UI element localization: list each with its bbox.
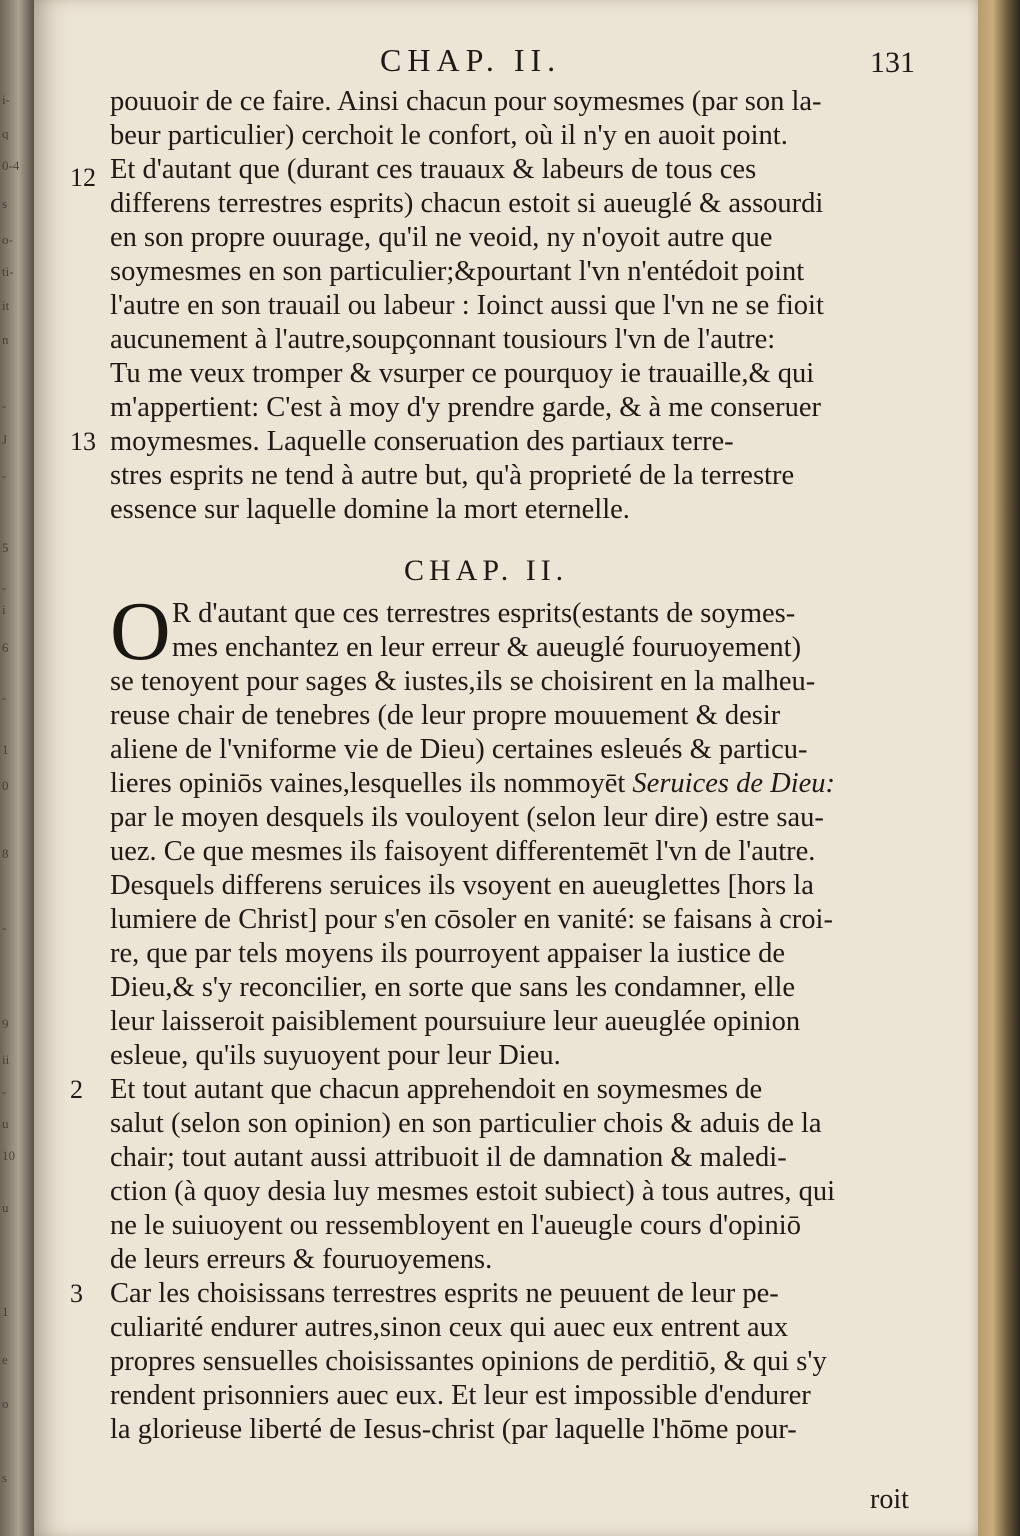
text-line: aucunement à l'autre,soupçonnant tousiours l'vn de l'autre: bbox=[110, 324, 776, 355]
gutter-fragment: 0-4 bbox=[2, 158, 20, 172]
drop-cap: O bbox=[110, 585, 171, 678]
gutter-fragment: - bbox=[2, 920, 7, 934]
text-line: culiarité endurer autres,sinon ceux qui auec eux entrent aux bbox=[110, 1312, 789, 1343]
gutter-fragment: ii bbox=[2, 1052, 10, 1066]
text-line: Et tout autant que chacun apprehendoit en soymesmes de bbox=[110, 1074, 763, 1105]
book-page bbox=[34, 0, 978, 1536]
gutter-fragment: i- bbox=[2, 92, 10, 106]
text-line: stres esprits ne tend à autre but, qu'à proprieté de la terrestre bbox=[110, 460, 795, 491]
text-line: l'autre en son trauail ou labeur : Ioinct aussi que l'vn ne se fioit bbox=[110, 290, 824, 321]
gutter-fragment: 1 bbox=[2, 742, 9, 756]
text-line: Desquels differens seruices ils vsoyent en aueuglettes [hors la bbox=[110, 870, 814, 901]
text-line: soymesmes en son particulier;&pourtant l'vn n'entédoit point bbox=[110, 256, 805, 287]
verse-number: 2 bbox=[70, 1075, 83, 1104]
text-line: leur laisseroit paisiblement poursuiure leur aueuglée opinion bbox=[110, 1006, 801, 1037]
text-line: m'appertient: C'est à moy d'y prendre garde, & à me conseruer bbox=[110, 392, 822, 423]
gutter-fragment: 6 bbox=[2, 640, 9, 654]
gutter-fragment: - bbox=[2, 580, 7, 594]
text-line: mes enchantez en leur erreur & aueuglé fouruoyement) bbox=[172, 632, 802, 663]
facing-page-gutter bbox=[0, 0, 34, 1536]
text-line: reuse chair de tenebres (de leur propre mouuement & desir bbox=[110, 700, 781, 731]
gutter-fragment: 10 bbox=[2, 1148, 15, 1162]
text-line: R d'autant que ces terrestres esprits(estants de soymes- bbox=[172, 598, 796, 629]
gutter-fragment: - bbox=[2, 1084, 7, 1098]
gutter-fragment: it bbox=[2, 298, 10, 312]
gutter-fragment: 9 bbox=[2, 1016, 9, 1030]
gutter-fragment: o- bbox=[2, 232, 13, 246]
catchword: roit bbox=[870, 1484, 909, 1515]
gutter-fragment: e bbox=[2, 1352, 8, 1366]
gutter-fragment: s bbox=[2, 1470, 8, 1484]
italic-phrase: Seruices de Dieu: bbox=[632, 768, 836, 799]
gutter-fragment: q bbox=[2, 126, 9, 140]
text-line: pouuoir de ce faire. Ainsi chacun pour soymesmes (par son la- bbox=[110, 86, 822, 117]
verse-number: 3 bbox=[70, 1279, 83, 1308]
text-span: lieres opiniōs vaines,lesquelles ils nommoyēt bbox=[110, 768, 626, 799]
text-line: beur particulier) cerchoit le confort, où il n'y en auoit point. bbox=[110, 120, 788, 151]
text-line: ne le suiuoyent ou ressembloyent en l'aueugle cours d'opiniō bbox=[110, 1210, 801, 1241]
page-edge bbox=[978, 0, 1020, 1536]
gutter-fragment: u bbox=[2, 1200, 9, 1214]
text-line: moymesmes. Laquelle conseruation des partiaux terre- bbox=[110, 426, 734, 457]
text-line: lumiere de Christ] pour s'en cōsoler en vanité: se faisans à croi- bbox=[110, 904, 833, 935]
gutter-fragment: n bbox=[2, 332, 9, 346]
text-line: se tenoyent pour sages & iustes,ils se choisirent en la malheu- bbox=[110, 666, 816, 697]
text-line: rendent prisonniers auec eux. Et leur est impossible d'endurer bbox=[110, 1380, 811, 1411]
gutter-fragment: 0 bbox=[2, 778, 9, 792]
text-line: aliene de l'vniforme vie de Dieu) certaines esleués & particu- bbox=[110, 734, 808, 765]
text-line: Et d'autant que (durant ces trauaux & labeurs de tous ces bbox=[110, 154, 757, 185]
text-line: en son propre ouurage, qu'il ne veoid, ny n'oyoit autre que bbox=[110, 222, 773, 253]
text-line: ction (à quoy desia luy mesmes estoit subiect) à tous autres, qui bbox=[110, 1176, 836, 1207]
gutter-fragment: - bbox=[2, 690, 7, 704]
text-line: propres sensuelles choisissantes opinions de perditiō, & qui s'y bbox=[110, 1346, 827, 1377]
text-line: Dieu,& s'y reconcilier, en sorte que sans les condamner, elle bbox=[110, 972, 796, 1003]
running-head: CHAP. II. bbox=[380, 42, 562, 78]
verse-number: 13 bbox=[70, 427, 96, 456]
text-line: Car les choisissans terrestres esprits ne peuuent de leur pe- bbox=[110, 1278, 779, 1309]
page-header bbox=[34, 42, 978, 82]
text-line: de leurs erreurs & fouruoyemens. bbox=[110, 1244, 493, 1275]
text-line: chair; tout autant aussi attribuoit il de damnation & maledi- bbox=[110, 1142, 787, 1173]
gutter-fragment: 8 bbox=[2, 846, 9, 860]
gutter-fragment: u bbox=[2, 1116, 9, 1130]
text-line: essence sur laquelle domine la mort eternelle. bbox=[110, 494, 630, 525]
text-line: differens terrestres esprits) chacun estoit si aueuglé & assourdi bbox=[110, 188, 824, 219]
gutter-fragment: J bbox=[2, 432, 8, 446]
gutter-fragment: o bbox=[2, 1396, 9, 1410]
text-line: salut (selon son opinion) en son particulier chois & aduis de la bbox=[110, 1108, 822, 1139]
text-line: uez. Ce que mesmes ils faisoyent differentemēt l'vn de l'autre. bbox=[110, 836, 816, 867]
gutter-fragment: 1 bbox=[2, 1304, 9, 1318]
gutter-fragment: s bbox=[2, 196, 8, 210]
chapter-heading: CHAP. II. bbox=[404, 554, 569, 587]
text-line: re, que par tels moyens ils pourroyent appaiser la iustice de bbox=[110, 938, 786, 969]
gutter-fragment: 5 bbox=[2, 540, 9, 554]
text-line: esleue, qu'ils suyuoyent pour leur Dieu. bbox=[110, 1040, 561, 1071]
page-number: 131 bbox=[870, 46, 915, 79]
text-line: par le moyen desquels ils vouloyent (selon leur dire) estre sau- bbox=[110, 802, 824, 833]
gutter-fragment: i bbox=[2, 602, 6, 616]
verse-number: 12 bbox=[70, 163, 96, 192]
gutter-fragment: - bbox=[2, 468, 7, 482]
gutter-fragment: - bbox=[2, 398, 7, 412]
text-line: la glorieuse liberté de Iesus-christ (par laquelle l'hōme pour- bbox=[110, 1414, 797, 1445]
gutter-fragment: ti- bbox=[2, 264, 14, 278]
text-line: Tu me veux tromper & vsurper ce pourquoy ie trauaille,& qui bbox=[110, 358, 815, 389]
